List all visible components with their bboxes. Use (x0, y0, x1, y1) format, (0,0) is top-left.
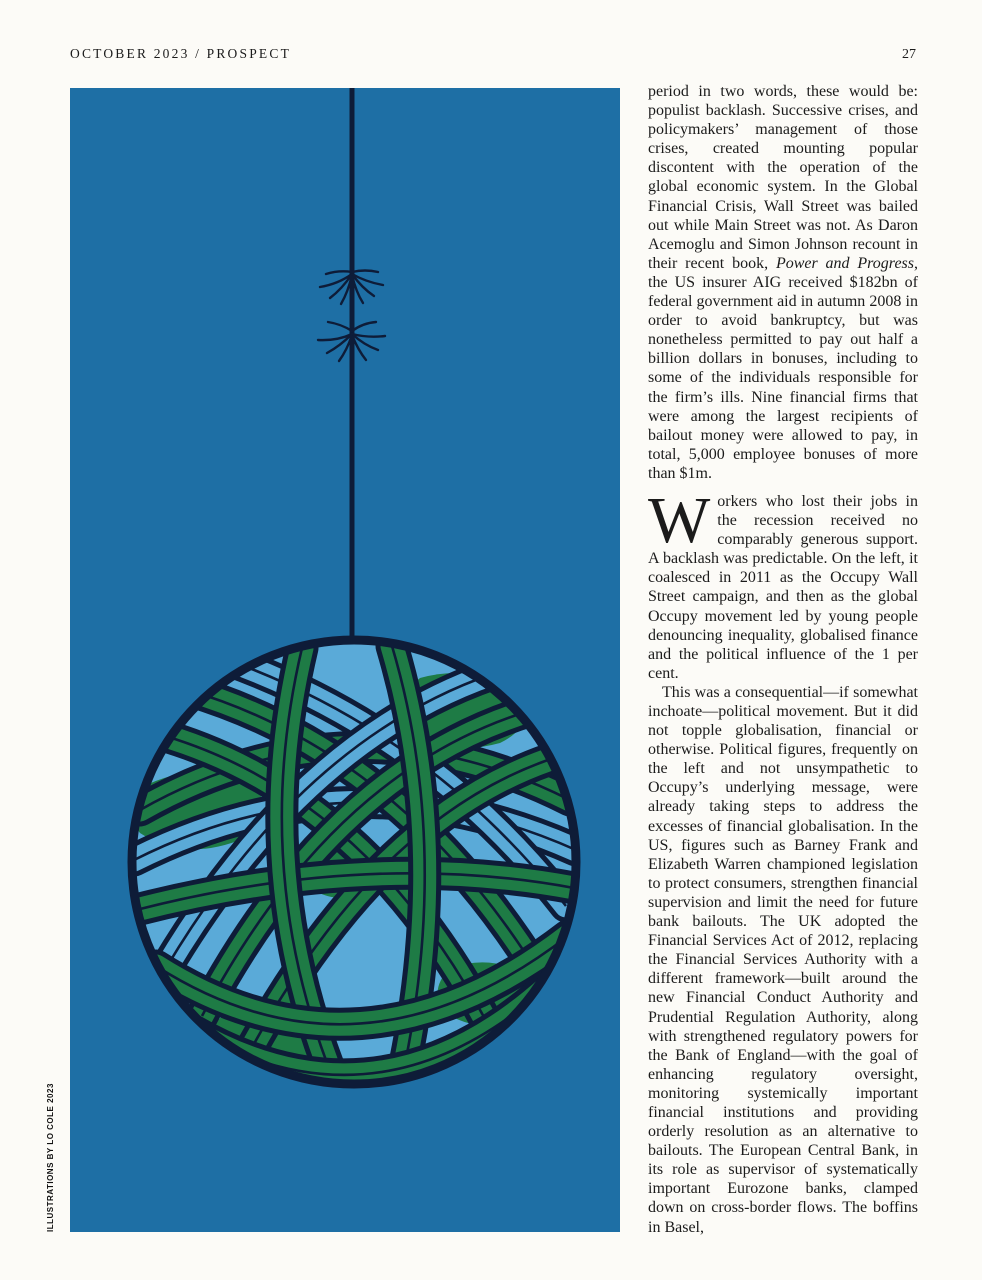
article-column (648, 82, 918, 1237)
paragraph-continued (648, 82, 918, 483)
body-text: orkers who lost their jobs in the recession received no comparably generous support. A backlash was predictable. On the left, it coalesced in 2011 as the Occupy Wall Street campaign, and then as the global Occupy movement led by young people denouncing inequality, globalised finance and the political influence of the 1 per cent. (648, 492, 918, 682)
illustration-credit: ILLUSTRATIONS BY LO COLE 2023 (46, 1083, 55, 1232)
page-number: 27 (902, 47, 916, 62)
drop-cap: W (648, 483, 711, 557)
body-text: , the US insurer AIG received $182bn of federal government aid in autumn 2008 in order to avoid bankruptcy, but was nonetheless permitted to pay out half a billion dollars in bonuses, including to some of the individuals responsible for the firm’s ills. Nine financial firms that were among the largest recipients of bailout money were allowed to pay, in total, 5,000 employee bonuses of more than $1m. (648, 254, 918, 482)
paragraph-dropcap (648, 483, 918, 683)
yarn-globe-svg (70, 88, 620, 1232)
yarn-globe-illustration (70, 88, 620, 1232)
body-text: period in two words, these would be: populist backlash. Successive crises, and policymakers’ management of those crises, created mounting popular discontent with the operation of the global economic system. In the Global Financial Crisis, Wall Street was bailed out while Main Street was not. As Daron Acemoglu and Simon Johnson recount in their recent book, (648, 83, 918, 272)
paragraph: This was a consequential—if somewhat inchoate—political movement. But it did not topple globalisation, financial or otherwise. Political figures, frequently on the left and not unsympathetic to Occupy’s underlying message, were already taking steps to address the excesses of financial globalisation. In the US, figures such as Barney Frank and Elizabeth Warren championed legislation to protect consumers, strengthen financial supervision and limit the need for future bank bailouts. The UK adopted the Financial Services Act of 2012, replacing the Financial Services Authority with a different framework—built around the new Financial Conduct Authority and Prudential Regulation Authority, along with strengthened regulatory powers for the Bank of England—with the goal of enhancing regulatory oversight, monitoring systemically important financial institutions and providing orderly resolution as an alternative to bailouts. The European Central Bank, in its role as supervisor of systematically important Eurozone banks, clamped down on cross-border flows. The boffins in Basel, (648, 683, 918, 1236)
book-title: Power and Progress (775, 254, 914, 272)
issue-line: OCTOBER 2023 / PROSPECT (70, 46, 292, 61)
page-header (70, 46, 916, 63)
